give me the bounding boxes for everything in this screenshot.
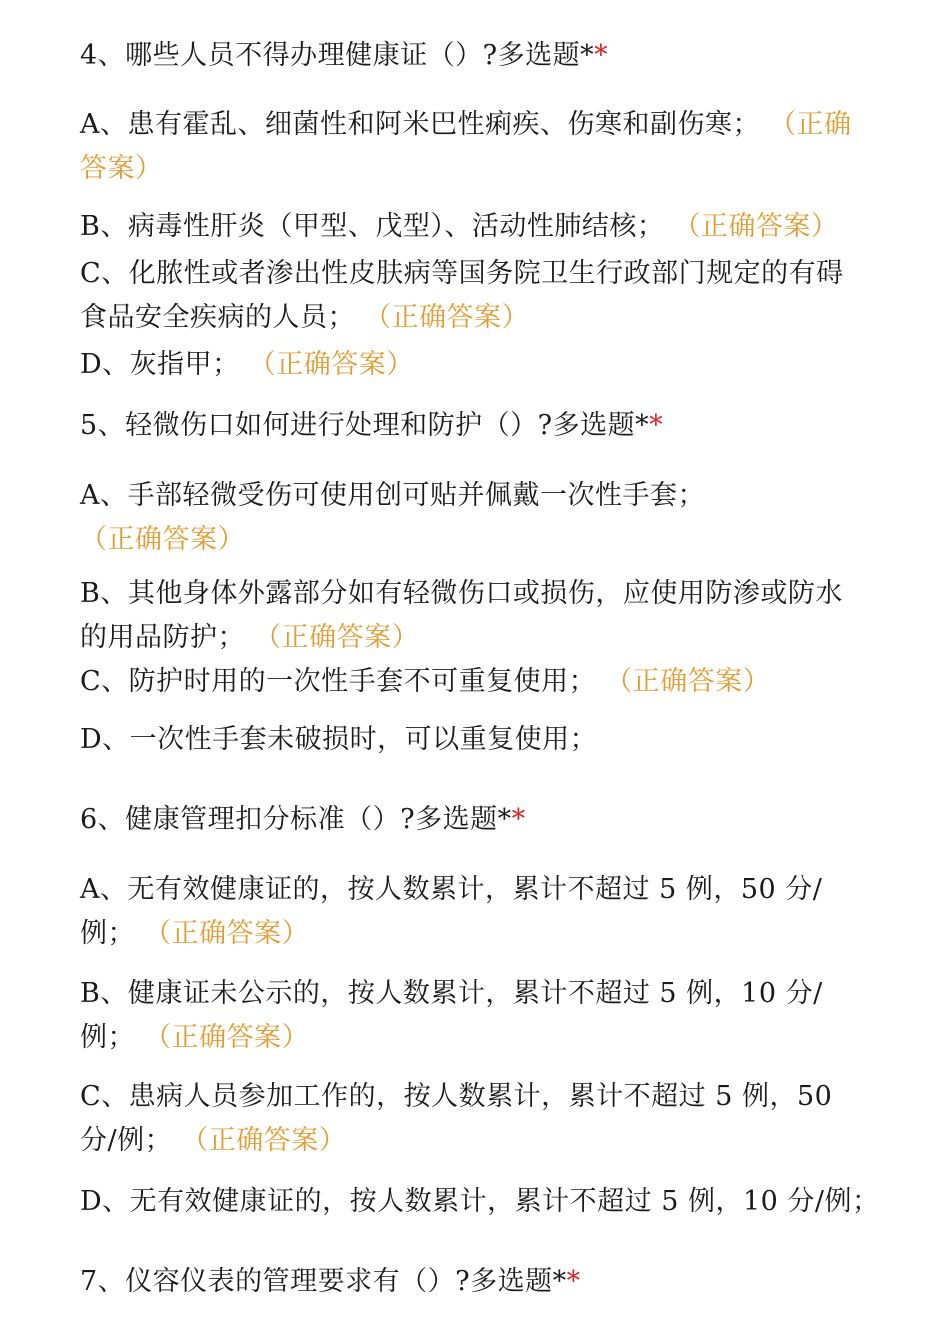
question-5-option-d: D、一次性手套未破损时，可以重复使用； bbox=[80, 724, 598, 755]
correct-answer-tag: （正确答案） bbox=[605, 666, 771, 697]
question-4-option-c: C、化脓性或者渗出性皮肤病等国务院卫生行政部门规定的有碍食品安全疾病的人员； （正确答案） bbox=[80, 258, 844, 333]
question-5-option-c: C、防护时用的一次性手套不可重复使用； （正确答案） bbox=[80, 666, 771, 697]
question-5-option-a: A、手部轻微受伤可使用创可贴并佩戴一次性手套； （正确答案） bbox=[80, 480, 705, 555]
correct-answer-tag: （正确答案） bbox=[144, 918, 310, 949]
correct-answer-tag: （正确答案） bbox=[364, 302, 530, 333]
correct-answer-tag: （正确答案） bbox=[80, 109, 852, 184]
question-4-option-b: B、病毒性肝炎（甲型、戊型）、活动性肺结核； （正确答案） bbox=[80, 211, 839, 242]
question-6-option-a: A、无有效健康证的，按人数累计，累计不超过 5 例，50 分/例； （正确答案） bbox=[80, 874, 823, 949]
question-6-option-c: C、患病人员参加工作的，按人数累计，累计不超过 5 例，50 分/例； （正确答案） bbox=[80, 1081, 833, 1156]
required-star: * bbox=[511, 804, 526, 835]
correct-answer-tag: （正确答案） bbox=[144, 1022, 310, 1053]
correct-answer-tag: （正确答案） bbox=[254, 622, 420, 653]
question-5-title: 5、轻微伤口如何进行处理和防护（）?多选题** bbox=[80, 410, 664, 441]
question-4-option-d: D、灰指甲； （正确答案） bbox=[80, 349, 414, 380]
correct-answer-tag: （正确答案） bbox=[673, 211, 839, 242]
question-5-option-b: B、其他身体外露部分如有轻微伤口或损伤，应使用防渗或防水的用品防护； （正确答案） bbox=[80, 578, 843, 653]
question-4-option-a: A、患有霍乱、细菌性和阿米巴性痢疾、伤寒和副伤寒； （正确答案） bbox=[80, 109, 852, 184]
question-6-option-d: D、无有效健康证的，按人数累计，累计不超过 5 例，10 分/例； bbox=[80, 1186, 880, 1217]
required-star: * bbox=[566, 1266, 581, 1297]
correct-answer-tag: （正确答案） bbox=[181, 1125, 347, 1156]
question-7-title: 7、仪容仪表的管理要求有（）?多选题** bbox=[80, 1266, 581, 1297]
question-4-title: 4、哪些人员不得办理健康证（）?多选题** bbox=[80, 40, 609, 71]
required-star: * bbox=[594, 40, 609, 71]
required-star: * bbox=[649, 410, 664, 441]
question-6-option-b: B、健康证未公示的，按人数累计，累计不超过 5 例，10 分/例； （正确答案） bbox=[80, 978, 823, 1053]
question-6-title: 6、健康管理扣分标准（）?多选题** bbox=[80, 804, 526, 835]
correct-answer-tag: （正确答案） bbox=[248, 349, 414, 380]
correct-answer-tag: （正确答案） bbox=[80, 524, 245, 555]
